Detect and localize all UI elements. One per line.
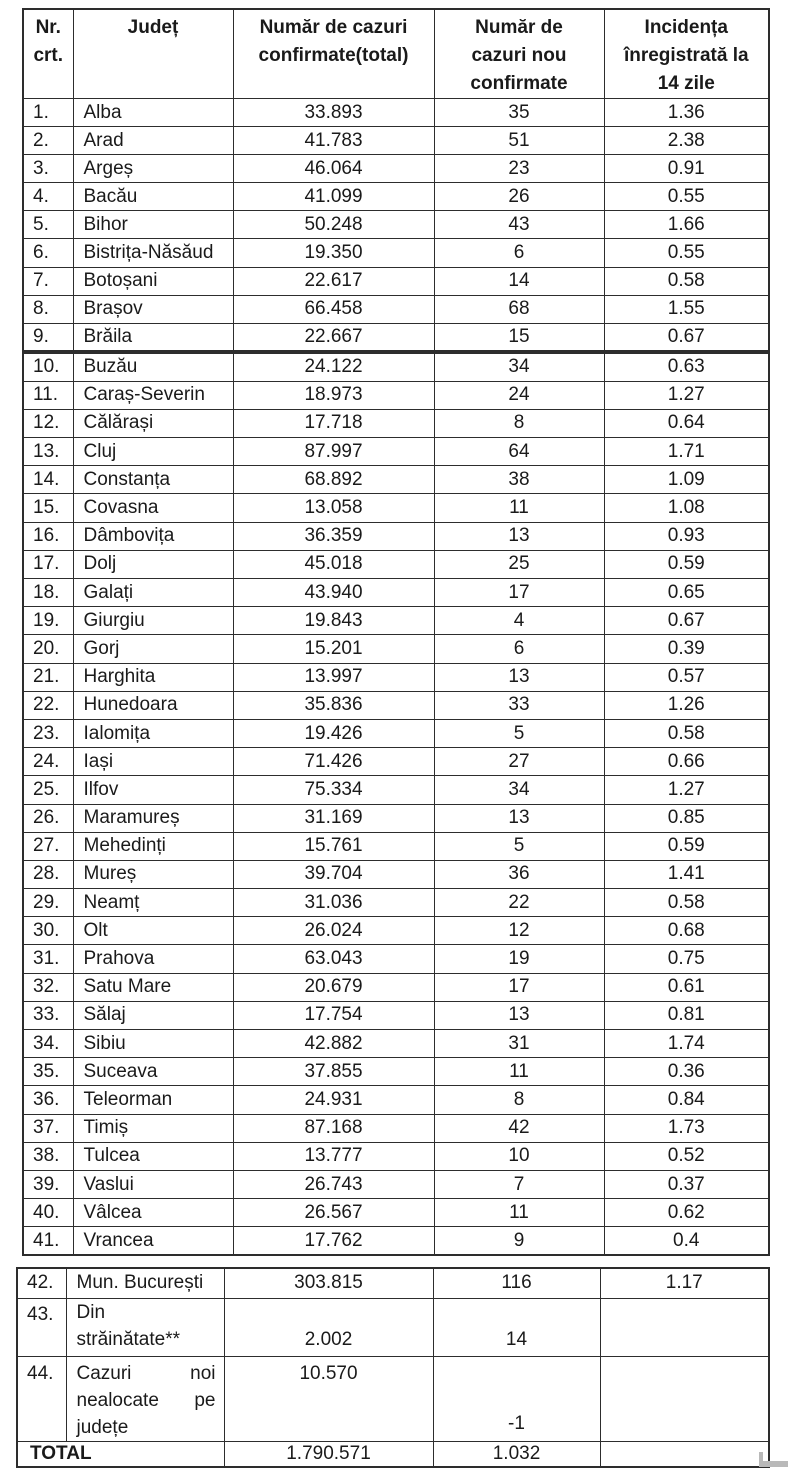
cell-new-cases: 5 [434, 832, 604, 860]
cell-row-number: 12. [23, 409, 73, 437]
cell-total-cases: 22.667 [233, 323, 434, 351]
county-row [23, 719, 769, 747]
county-row [23, 438, 769, 466]
cell-total-cases: 33.893 [233, 99, 434, 127]
cell-total-cases: 13.777 [233, 1142, 434, 1170]
cell-total-cases: 15.761 [233, 832, 434, 860]
cell-incidence-14d: 1.26 [604, 691, 769, 719]
cell-total-cases: 41.783 [233, 127, 434, 155]
cell-new-cases: 43 [434, 211, 604, 239]
cell-row-number: 3. [23, 155, 73, 183]
cell-new-cases: 11 [434, 1058, 604, 1086]
cell-row-number: 9. [23, 323, 73, 351]
cell-new-cases: 13 [434, 663, 604, 691]
cell-incidence-14d: 0.59 [604, 832, 769, 860]
cell-county-name: Bihor [73, 211, 233, 239]
cell-total-cases: 87.168 [233, 1114, 434, 1142]
county-row [23, 1086, 769, 1114]
cell-new-cases: 4 [434, 607, 604, 635]
cases-table-part-2 [22, 352, 770, 1256]
cell-row-number: 21. [23, 663, 73, 691]
cell-row-number: 8. [23, 295, 73, 323]
cell-new-cases: 6 [434, 239, 604, 267]
cell-new-cases: 11 [434, 1199, 604, 1227]
header-county: Județ [73, 9, 233, 99]
table-resize-grip-icon[interactable] [759, 1452, 788, 1467]
cell-total-cases: 63.043 [233, 945, 434, 973]
cell-incidence-14d [600, 1298, 769, 1356]
cell-total-cases: 19.350 [233, 239, 434, 267]
cell-county-name: Gorj [73, 635, 233, 663]
cell-incidence-14d: 0.36 [604, 1058, 769, 1086]
cell-total-cases: 35.836 [233, 691, 434, 719]
cell-county-name: Vâlcea [73, 1199, 233, 1227]
county-row [23, 267, 769, 295]
cell-county-name: Giurgiu [73, 607, 233, 635]
cell-new-cases: 13 [434, 804, 604, 832]
cell-incidence-14d: 0.37 [604, 1170, 769, 1198]
cell-row-number: 41. [23, 1227, 73, 1255]
cell-row-number: 2. [23, 127, 73, 155]
cell-county-name: Sălaj [73, 1001, 233, 1029]
total-incidence-empty [600, 1441, 769, 1467]
county-row [23, 607, 769, 635]
cell-row-number: 26. [23, 804, 73, 832]
cell-new-cases: 19 [434, 945, 604, 973]
cell-incidence-14d: 0.61 [604, 973, 769, 1001]
cell-incidence-14d: 1.27 [604, 776, 769, 804]
header-nr-crt: Nr. crt. [23, 9, 73, 99]
cell-county-name: Galați [73, 579, 233, 607]
cell-incidence-14d: 0.4 [604, 1227, 769, 1255]
cell-total-cases: 17.718 [233, 409, 434, 437]
cell-county-name: Călărași [73, 409, 233, 437]
county-row [23, 973, 769, 1001]
county-row [23, 353, 769, 381]
cell-new-cases: -1 [433, 1356, 600, 1441]
cell-county-name: Caraș-Severin [73, 381, 233, 409]
cell-total-cases: 303.815 [224, 1268, 433, 1298]
cell-total-cases: 2.002 [224, 1298, 433, 1356]
county-row [23, 1142, 769, 1170]
total-new-cases-sum: 1.032 [433, 1441, 600, 1467]
cell-county-name: Arad [73, 127, 233, 155]
cell-row-number: 28. [23, 860, 73, 888]
cell-new-cases: 22 [434, 889, 604, 917]
cell-row-number: 36. [23, 1086, 73, 1114]
cases-table-part-1 [22, 8, 770, 352]
cell-new-cases: 27 [434, 748, 604, 776]
cell-total-cases: 87.997 [233, 438, 434, 466]
header-new-cases: Număr de cazuri nou confirmate [434, 9, 604, 99]
cell-total-cases: 24.122 [233, 353, 434, 381]
cell-row-number: 23. [23, 719, 73, 747]
cell-new-cases: 31 [434, 1030, 604, 1058]
cell-incidence-14d: 0.52 [604, 1142, 769, 1170]
cell-new-cases: 6 [434, 635, 604, 663]
cell-incidence-14d: 0.91 [604, 155, 769, 183]
total-cases-sum: 1.790.571 [224, 1441, 433, 1467]
cell-new-cases: 38 [434, 466, 604, 494]
cell-total-cases: 66.458 [233, 295, 434, 323]
cell-incidence-14d: 0.81 [604, 1001, 769, 1029]
cell-new-cases: 8 [434, 1086, 604, 1114]
cell-county-name: Ialomița [73, 719, 233, 747]
county-row [23, 183, 769, 211]
county-row [17, 1356, 769, 1441]
county-row [23, 776, 769, 804]
cell-incidence-14d: 1.71 [604, 438, 769, 466]
cell-total-cases: 39.704 [233, 860, 434, 888]
cell-county-name: Mureș [73, 860, 233, 888]
cell-county-name: Argeș [73, 155, 233, 183]
county-row [23, 466, 769, 494]
county-row [23, 860, 769, 888]
cell-county-name: Brașov [73, 295, 233, 323]
cell-row-number: 37. [23, 1114, 73, 1142]
cell-total-cases: 18.973 [233, 381, 434, 409]
county-row [23, 494, 769, 522]
cell-county-name: Brăila [73, 323, 233, 351]
county-row [23, 579, 769, 607]
cell-row-number: 27. [23, 832, 73, 860]
cell-new-cases: 24 [434, 381, 604, 409]
cell-incidence-14d: 0.59 [604, 550, 769, 578]
cell-incidence-14d: 1.09 [604, 466, 769, 494]
cell-row-number: 35. [23, 1058, 73, 1086]
cell-incidence-14d: 0.57 [604, 663, 769, 691]
cell-total-cases: 31.169 [233, 804, 434, 832]
cell-row-number: 6. [23, 239, 73, 267]
cell-incidence-14d: 1.74 [604, 1030, 769, 1058]
cell-county-name: Neamț [73, 889, 233, 917]
total-row [17, 1441, 769, 1467]
cell-row-number: 42. [17, 1268, 66, 1298]
cell-total-cases: 17.754 [233, 1001, 434, 1029]
cell-county-name: Sibiu [73, 1030, 233, 1058]
cell-incidence-14d: 1.17 [600, 1268, 769, 1298]
cell-new-cases: 5 [434, 719, 604, 747]
cell-new-cases: 68 [434, 295, 604, 323]
header-row [23, 9, 769, 99]
cell-total-cases: 71.426 [233, 748, 434, 776]
cell-row-number: 39. [23, 1170, 73, 1198]
cell-incidence-14d: 0.58 [604, 719, 769, 747]
cell-incidence-14d: 0.67 [604, 323, 769, 351]
cell-new-cases: 33 [434, 691, 604, 719]
cell-county-name: Ilfov [73, 776, 233, 804]
county-row [23, 691, 769, 719]
county-row [17, 1298, 769, 1356]
cell-incidence-14d: 1.08 [604, 494, 769, 522]
cell-row-number: 22. [23, 691, 73, 719]
county-row [23, 239, 769, 267]
county-row [23, 889, 769, 917]
cell-row-number: 1. [23, 99, 73, 127]
cell-new-cases: 34 [434, 776, 604, 804]
county-row [23, 522, 769, 550]
cell-new-cases: 64 [434, 438, 604, 466]
cell-new-cases: 17 [434, 973, 604, 1001]
cell-county-name: Bacău [73, 183, 233, 211]
county-row [23, 1227, 769, 1255]
cell-row-number: 43. [17, 1298, 66, 1356]
cell-total-cases: 41.099 [233, 183, 434, 211]
cell-total-cases: 13.058 [233, 494, 434, 522]
cell-new-cases: 12 [434, 917, 604, 945]
cell-total-cases: 42.882 [233, 1030, 434, 1058]
cell-row-number: 10. [23, 353, 73, 381]
cell-incidence-14d: 0.67 [604, 607, 769, 635]
cell-county-name: Buzău [73, 353, 233, 381]
cases-table-part-3 [16, 1267, 770, 1468]
cell-new-cases: 7 [434, 1170, 604, 1198]
cell-new-cases: 14 [433, 1298, 600, 1356]
cell-total-cases: 17.762 [233, 1227, 434, 1255]
cell-new-cases: 15 [434, 323, 604, 351]
cell-incidence-14d: 1.73 [604, 1114, 769, 1142]
cell-total-cases: 31.036 [233, 889, 434, 917]
cell-incidence-14d: 0.75 [604, 945, 769, 973]
cell-county-name: Vrancea [73, 1227, 233, 1255]
cell-new-cases: 8 [434, 409, 604, 437]
cell-row-number: 14. [23, 466, 73, 494]
cell-incidence-14d: 0.68 [604, 917, 769, 945]
cell-incidence-14d: 0.39 [604, 635, 769, 663]
cell-county-name: Tulcea [73, 1142, 233, 1170]
cell-total-cases: 19.426 [233, 719, 434, 747]
county-row [23, 663, 769, 691]
cell-new-cases: 11 [434, 494, 604, 522]
cell-county-name: Harghita [73, 663, 233, 691]
cell-new-cases: 10 [434, 1142, 604, 1170]
cell-incidence-14d: 0.62 [604, 1199, 769, 1227]
cell-incidence-14d: 0.58 [604, 267, 769, 295]
cell-total-cases: 15.201 [233, 635, 434, 663]
cell-row-number: 29. [23, 889, 73, 917]
cell-incidence-14d: 0.63 [604, 353, 769, 381]
cell-total-cases: 37.855 [233, 1058, 434, 1086]
total-label: TOTAL [17, 1441, 224, 1467]
cell-row-number: 38. [23, 1142, 73, 1170]
cell-new-cases: 116 [433, 1268, 600, 1298]
cell-county-name: Covasna [73, 494, 233, 522]
cell-row-number: 4. [23, 183, 73, 211]
cell-incidence-14d: 0.64 [604, 409, 769, 437]
cell-county-name: Teleorman [73, 1086, 233, 1114]
cell-total-cases: 46.064 [233, 155, 434, 183]
cell-new-cases: 34 [434, 353, 604, 381]
county-row [23, 127, 769, 155]
cell-row-number: 16. [23, 522, 73, 550]
county-row [23, 945, 769, 973]
cell-total-cases: 10.570 [224, 1356, 433, 1441]
cell-county-name: Din străinătate** [66, 1298, 224, 1356]
cell-county-name: Mun. București [66, 1268, 224, 1298]
county-row [23, 1170, 769, 1198]
cell-incidence-14d: 0.55 [604, 239, 769, 267]
county-row [23, 1030, 769, 1058]
cell-row-number: 18. [23, 579, 73, 607]
county-row [23, 99, 769, 127]
header-total-cases: Număr de cazuri confirmate(total) [233, 9, 434, 99]
cell-county-name: Timiș [73, 1114, 233, 1142]
cell-row-number: 19. [23, 607, 73, 635]
cell-county-name: Cazuri noi nealocate pe județe [66, 1356, 224, 1441]
county-row [23, 323, 769, 351]
county-row [23, 381, 769, 409]
county-row [17, 1268, 769, 1298]
cell-incidence-14d: 1.36 [604, 99, 769, 127]
cell-incidence-14d: 0.84 [604, 1086, 769, 1114]
cell-new-cases: 13 [434, 1001, 604, 1029]
cell-row-number: 30. [23, 917, 73, 945]
cell-row-number: 33. [23, 1001, 73, 1029]
cell-total-cases: 24.931 [233, 1086, 434, 1114]
cell-county-name: Constanța [73, 466, 233, 494]
cell-total-cases: 75.334 [233, 776, 434, 804]
cell-county-name: Bistrița-Năsăud [73, 239, 233, 267]
cell-new-cases: 51 [434, 127, 604, 155]
cell-row-number: 5. [23, 211, 73, 239]
cell-row-number: 32. [23, 973, 73, 1001]
county-row [23, 832, 769, 860]
county-row [23, 1199, 769, 1227]
cell-total-cases: 68.892 [233, 466, 434, 494]
cell-county-name: Iași [73, 748, 233, 776]
cell-total-cases: 13.997 [233, 663, 434, 691]
cell-row-number: 31. [23, 945, 73, 973]
cell-county-name: Hunedoara [73, 691, 233, 719]
cell-new-cases: 17 [434, 579, 604, 607]
cell-new-cases: 13 [434, 522, 604, 550]
cell-row-number: 13. [23, 438, 73, 466]
cell-row-number: 25. [23, 776, 73, 804]
cell-total-cases: 26.743 [233, 1170, 434, 1198]
county-row [23, 917, 769, 945]
cell-row-number: 7. [23, 267, 73, 295]
cell-county-name: Vaslui [73, 1170, 233, 1198]
cell-row-number: 15. [23, 494, 73, 522]
cell-county-name: Botoșani [73, 267, 233, 295]
cell-new-cases: 14 [434, 267, 604, 295]
county-row [23, 1001, 769, 1029]
cell-total-cases: 22.617 [233, 267, 434, 295]
cell-row-number: 17. [23, 550, 73, 578]
cell-total-cases: 36.359 [233, 522, 434, 550]
cell-county-name: Dâmbovița [73, 522, 233, 550]
cell-incidence-14d: 1.66 [604, 211, 769, 239]
cell-county-name: Satu Mare [73, 973, 233, 1001]
county-row [23, 748, 769, 776]
cell-county-name: Prahova [73, 945, 233, 973]
cell-row-number: 44. [17, 1356, 66, 1441]
cell-incidence-14d: 0.85 [604, 804, 769, 832]
cell-incidence-14d: 1.55 [604, 295, 769, 323]
cell-row-number: 34. [23, 1030, 73, 1058]
cell-total-cases: 26.567 [233, 1199, 434, 1227]
cell-new-cases: 23 [434, 155, 604, 183]
cell-new-cases: 25 [434, 550, 604, 578]
cell-incidence-14d: 0.58 [604, 889, 769, 917]
cell-incidence-14d: 2.38 [604, 127, 769, 155]
cell-county-name: Olt [73, 917, 233, 945]
cell-incidence-14d: 1.27 [604, 381, 769, 409]
cell-total-cases: 45.018 [233, 550, 434, 578]
cell-incidence-14d: 0.65 [604, 579, 769, 607]
cell-new-cases: 36 [434, 860, 604, 888]
cell-county-name: Alba [73, 99, 233, 127]
cell-incidence-14d: 0.93 [604, 522, 769, 550]
cell-row-number: 40. [23, 1199, 73, 1227]
county-row [23, 155, 769, 183]
cell-county-name: Cluj [73, 438, 233, 466]
cell-incidence-14d: 0.66 [604, 748, 769, 776]
county-row [23, 804, 769, 832]
county-row [23, 295, 769, 323]
county-row [23, 635, 769, 663]
cell-row-number: 24. [23, 748, 73, 776]
cell-new-cases: 42 [434, 1114, 604, 1142]
cell-total-cases: 20.679 [233, 973, 434, 1001]
header-incidence-14d: Incidența înregistrată la 14 zile [604, 9, 769, 99]
county-row [23, 1058, 769, 1086]
cell-incidence-14d: 1.41 [604, 860, 769, 888]
cell-total-cases: 26.024 [233, 917, 434, 945]
cell-new-cases: 9 [434, 1227, 604, 1255]
cell-county-name: Dolj [73, 550, 233, 578]
cell-county-name: Suceava [73, 1058, 233, 1086]
cell-new-cases: 35 [434, 99, 604, 127]
cell-total-cases: 19.843 [233, 607, 434, 635]
cell-county-name: Mehedinți [73, 832, 233, 860]
cell-incidence-14d: 0.55 [604, 183, 769, 211]
cell-total-cases: 50.248 [233, 211, 434, 239]
county-row [23, 409, 769, 437]
cell-new-cases: 26 [434, 183, 604, 211]
cell-incidence-14d [600, 1356, 769, 1441]
cell-row-number: 11. [23, 381, 73, 409]
cell-row-number: 20. [23, 635, 73, 663]
cell-total-cases: 43.940 [233, 579, 434, 607]
cell-county-name: Maramureș [73, 804, 233, 832]
county-row [23, 550, 769, 578]
county-row [23, 1114, 769, 1142]
county-row [23, 211, 769, 239]
